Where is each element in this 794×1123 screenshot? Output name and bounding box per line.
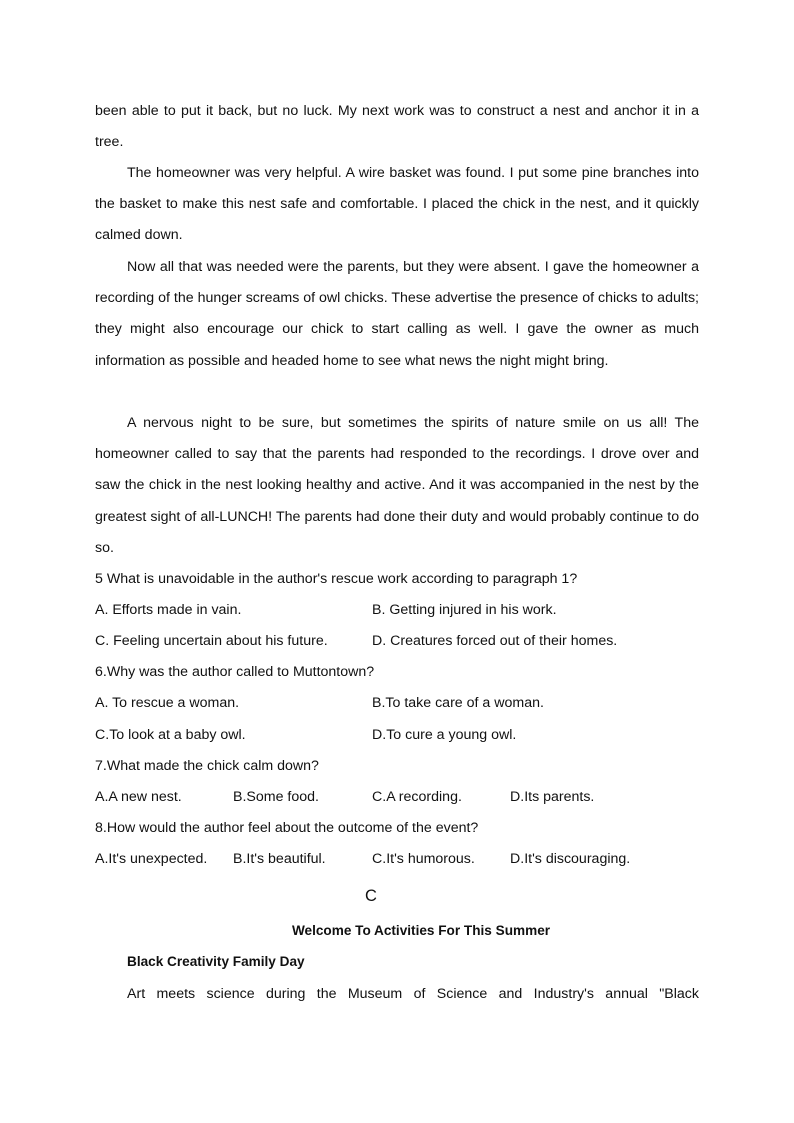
- question-7-option-b: B.Some food.: [233, 789, 319, 805]
- question-7-option-d: D.Its parents.: [510, 789, 595, 805]
- question-6-option-d: D.To cure a young owl.: [372, 727, 517, 743]
- question-8-stem: 8.How would the author feel about the outcome of the event?: [95, 820, 479, 836]
- question-7-option-a: A.A new nest.: [95, 789, 182, 805]
- section-letter: C: [365, 887, 377, 905]
- question-5-option-c: C. Feeling uncertain about his future.: [95, 633, 328, 649]
- question-5-option-a: A. Efforts made in vain.: [95, 602, 242, 618]
- question-7-option-c: C.A recording.: [372, 789, 462, 805]
- question-8-option-b: B.It's beautiful.: [233, 851, 326, 867]
- question-6-option-c: C.To look at a baby owl.: [95, 727, 246, 743]
- question-8-option-c: C.It's humorous.: [372, 851, 475, 867]
- question-8-option-d: D.It's discouraging.: [510, 851, 631, 867]
- question-7-stem: 7.What made the chick calm down?: [95, 758, 319, 774]
- question-5-option-b: B. Getting injured in his work.: [372, 602, 557, 618]
- question-8-option-a: A.It's unexpected.: [95, 851, 208, 867]
- paragraph-3: Now all that was needed were the parents, but they were absent. I gave the homeowner a recording of the hunger screams of owl chicks. These advertise the presence of chicks to adults; they might also encourage our chick to start calling as well. I gave the owner as much information as possible and headed home to see what news the night might bring.: [95, 259, 699, 369]
- section-title: Welcome To Activities For This Summer: [291, 923, 551, 938]
- question-6-option-a: A. To rescue a woman.: [95, 695, 240, 711]
- question-5-stem: 5 What is unavoidable in the author's rescue work according to paragraph 1?: [95, 571, 578, 587]
- paragraph-4: A nervous night to be sure, but sometimes the spirits of nature smile on us all! The homeowner called to say that the parents had responded to the recordings. I drove over and saw the chick in the nest looking healthy and active. And it was accompanied in the nest by the greatest sight of all-LUNCH! The parents had done their duty and would probably continue to do so.: [95, 415, 699, 556]
- activity-intro: Art meets science during the Museum of Science and Industry's annual "Black: [127, 986, 699, 1002]
- paragraph-1: been able to put it back, but no luck. My next work was to construct a nest and anchor it in a tree.: [95, 103, 699, 151]
- question-6-option-b: B.To take care of a woman.: [372, 695, 544, 711]
- question-5-option-d: D. Creatures forced out of their homes.: [372, 633, 618, 649]
- question-6-stem: 6.Why was the author called to Muttontown?: [95, 664, 375, 680]
- activity-heading: Black Creativity Family Day: [127, 954, 305, 969]
- paragraph-2: The homeowner was very helpful. A wire basket was found. I put some pine branches into the basket to make this nest safe and comfortable. I placed the chick in the nest, and it quickly calmed down.: [95, 165, 699, 244]
